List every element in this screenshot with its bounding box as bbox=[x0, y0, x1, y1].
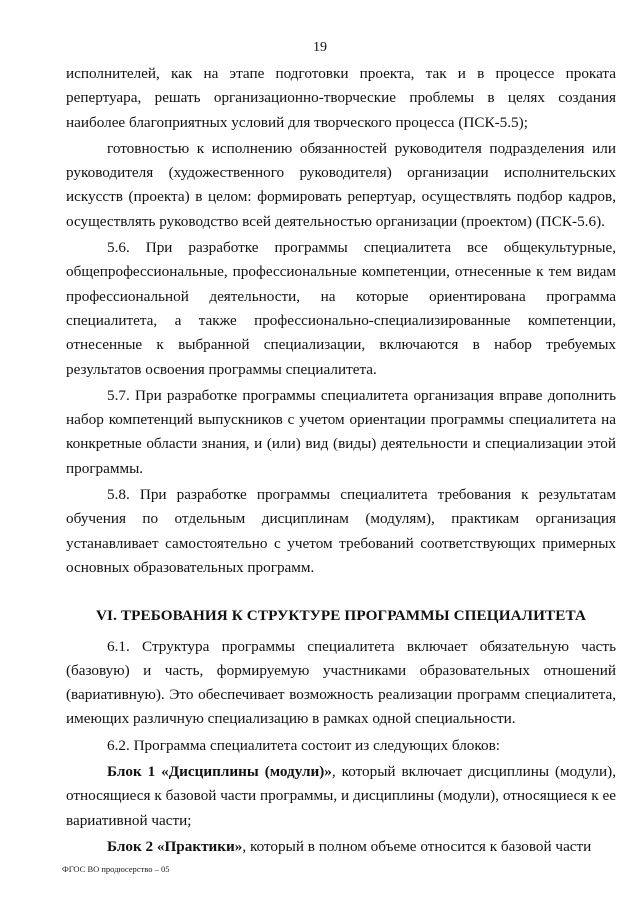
paragraph-5-6: 5.6. При разработке программы специалитета все общекультурные, общепрофессиональные, профессиональные компетенции, отнесенные к тем видам профессиональной деятельности, на которые ориентирована программа специалитета, а также профессионально-специализированные компетенции, отнесенные к выбранной специализации, включаются в набор требуемых результатов освоения программы специалитета. bbox=[66, 239, 616, 378]
paragraph-5-8: 5.8. При разработке программы специалитета требования к результатам обучения по отдельным дисциплинам (модулям), практикам организация устанавливает самостоятельно с учетом требований соответствующих примерных основных образовательных программ. bbox=[66, 486, 616, 576]
page-number: 19 bbox=[313, 40, 327, 55]
block-2-paragraph bbox=[66, 835, 616, 859]
block-1-paragraph bbox=[66, 760, 616, 833]
block-1-text: , который включает дисциплины (модули), относящиеся к базовой части программы, и дисциплины (модули), относящиеся к ее вариативной части; bbox=[66, 763, 616, 829]
document-body bbox=[66, 62, 616, 859]
paragraph-6-1: 6.1. Структура программы специалитета включает обязательную часть (базовую) и часть, формируемую участниками образовательных отношений (вариативную). Это обеспечивает возможность реализации программ специалитета, имеющих различную специализацию в рамках одной специальности. bbox=[66, 637, 616, 728]
paragraph-psk-5-6: готовностью к исполнению обязанностей руководителя подразделения или руководителя (художественного руководителя) организации исполнительских искусств (проекта) в целом: формировать репертуар, осуществлять подбор кадров, осуществлять руководство всей деятельностью организации (проектом) (ПСК-5.6). bbox=[66, 139, 616, 230]
block-1-title: Блок 1 «Дисциплины (модули)» bbox=[107, 763, 332, 781]
paragraph-5-7: 5.7. При разработке программы специалитета организация вправе дополнить набор компетенций выпускников с учетом ориентации программы специалитета на конкретные области знания, и (или) вид (виды) деятельности и специализации этой программы. bbox=[66, 386, 616, 477]
paragraph-6-2: 6.2. Программа специалитета состоит из следующих блоков: bbox=[107, 736, 500, 754]
block-2-title: Блок 2 «Практики» bbox=[107, 837, 243, 855]
section-heading: VI. ТРЕБОВАНИЯ К СТРУКТУРЕ ПРОГРАММЫ СПЕЦИАЛИТЕТА bbox=[95, 607, 587, 625]
page-footer: ФГОС ВО продюсерство – 05 bbox=[62, 864, 170, 874]
block-2-text: , который в полном объеме относится к базовой части bbox=[242, 837, 592, 855]
paragraph-psk-5-5: исполнителей, как на этапе подготовки проекта, так и в процессе проката репертуара, решать организационно-творческие проблемы в целях создания наиболее благоприятных условий для творческого процесса (ПСК-5.5); bbox=[66, 65, 616, 131]
